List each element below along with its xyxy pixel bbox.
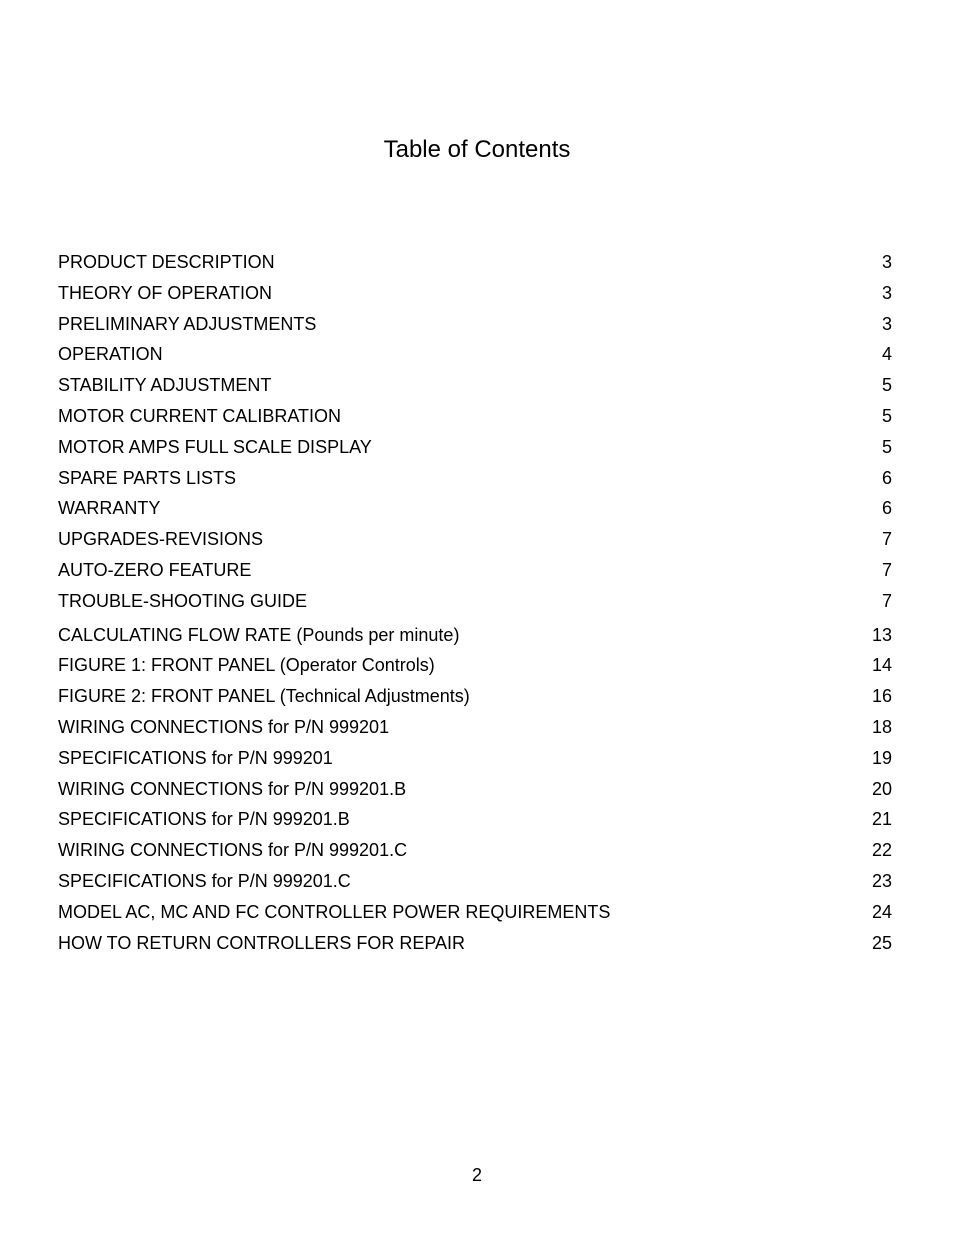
toc-entry [58, 310, 892, 341]
toc-entry-page: 6 [881, 467, 892, 488]
toc-entry [58, 279, 892, 310]
toc-entry-label: SPECIFICATIONS for P/N 999201.B [58, 809, 350, 830]
toc-entry-label: PRODUCT DESCRIPTION [58, 252, 275, 272]
toc-entry-page: 18 [871, 716, 892, 737]
toc-entry [58, 713, 892, 744]
toc-entry [58, 744, 892, 775]
toc-entry [58, 867, 892, 898]
toc-entry-page: 23 [871, 870, 892, 891]
toc-entry [58, 340, 892, 371]
toc-entry-page: 14 [871, 655, 892, 676]
toc-entry-label: MOTOR CURRENT CALIBRATION [58, 405, 342, 426]
toc-entry-page: 6 [881, 498, 892, 519]
toc-entry-page: 19 [871, 747, 892, 768]
page-number: 2 [471, 1165, 482, 1185]
toc-entry-page: 3 [881, 313, 892, 334]
toc-entry-page: 3 [881, 252, 892, 272]
toc-entry-page: 3 [881, 282, 892, 303]
toc-entry-label: UPGRADES-REVISIONS [58, 529, 264, 550]
toc-entry-label: WARRANTY [58, 498, 161, 519]
toc-entry-label: HOW TO RETURN CONTROLLERS FOR REPAIR [58, 932, 466, 953]
toc-entry-label: FIGURE 2: FRONT PANEL (Technical Adjustments) [58, 686, 470, 707]
toc-entry [58, 371, 892, 402]
toc-entry-label: MOTOR AMPS FULL SCALE DISPLAY [58, 436, 372, 457]
toc-entry-label: SPECIFICATIONS for P/N 999201.C [58, 870, 351, 891]
toc-entry [58, 494, 892, 525]
toc-entry [58, 898, 892, 929]
toc-entry-page: 5 [881, 405, 892, 426]
toc-entry-page: 22 [871, 840, 892, 861]
table-of-contents [58, 248, 892, 959]
toc-entry [58, 836, 892, 867]
toc-entry [58, 651, 892, 682]
toc-entry-label: STABILITY ADJUSTMENT [58, 375, 272, 396]
toc-entry-label: SPECIFICATIONS for P/N 999201 [58, 747, 333, 768]
toc-entry [58, 621, 892, 652]
toc-entry-label: WIRING CONNECTIONS for P/N 999201.C [58, 840, 408, 861]
toc-entry [58, 556, 892, 587]
toc-entry-label: THEORY OF OPERATION [58, 282, 273, 303]
toc-entry-page: 21 [871, 809, 892, 830]
toc-entry-label: FIGURE 1: FRONT PANEL (Operator Controls) [58, 655, 435, 676]
toc-entry [58, 929, 892, 960]
toc-entry [58, 775, 892, 806]
toc-entry-page: 24 [871, 901, 892, 922]
toc-entry [58, 587, 892, 618]
toc-entry-page: 20 [871, 778, 892, 799]
toc-entry-page: 25 [871, 932, 892, 953]
toc-entry [58, 682, 892, 713]
toc-entry [58, 402, 892, 433]
toc-entry-page: 5 [881, 436, 892, 457]
toc-entry-label: WIRING CONNECTIONS for P/N 999201.B [58, 778, 407, 799]
toc-entry-label: TROUBLE-SHOOTING GUIDE [58, 590, 308, 611]
toc-entry-page: 7 [881, 529, 892, 550]
toc-entry-label: AUTO-ZERO FEATURE [58, 559, 252, 580]
toc-entry-page: 4 [881, 344, 892, 365]
toc-entry [58, 464, 892, 495]
toc-entry-label: WIRING CONNECTIONS for P/N 999201 [58, 716, 390, 737]
toc-entry-page: 7 [881, 590, 892, 611]
toc-entry-page: 13 [871, 624, 892, 645]
toc-entry-page: 16 [871, 686, 892, 707]
toc-entry-label: PRELIMINARY ADJUSTMENTS [58, 313, 317, 334]
toc-entry [58, 805, 892, 836]
toc-entry [58, 525, 892, 556]
toc-entry-page: 7 [881, 559, 892, 580]
toc-entry-label: MODEL AC, MC AND FC CONTROLLER POWER REQUIREMENTS [58, 901, 611, 922]
page-title: Table of Contents [383, 136, 571, 163]
toc-entry [58, 248, 892, 279]
toc-entry-page: 5 [881, 375, 892, 396]
toc-entry [58, 433, 892, 464]
toc-entry-label: SPARE PARTS LISTS [58, 467, 237, 488]
toc-entry-label: OPERATION [58, 344, 163, 365]
toc-entry-label: CALCULATING FLOW RATE (Pounds per minute) [58, 624, 460, 645]
